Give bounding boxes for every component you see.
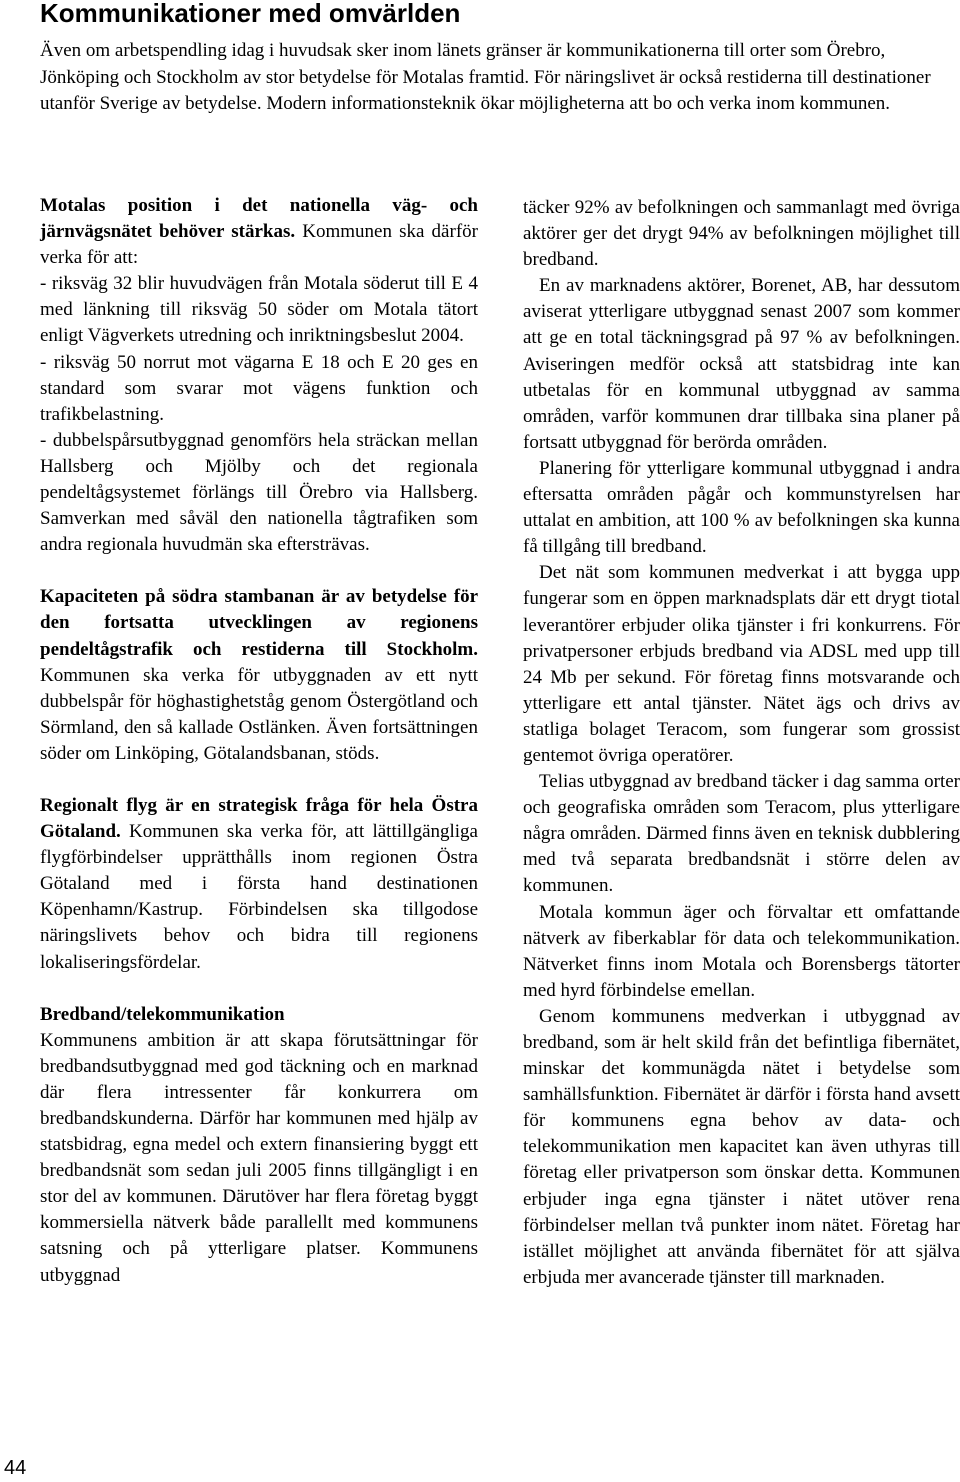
fiber-network-paragraph: Motala kommun äger och förvaltar ett omfattande nätverk av fiberkablar för data och telekommunikation. Nätverket finns inom Motala och Borensbergs tätorter med hyrd förbindelse emellan.: [523, 901, 960, 1001]
broadband-paragraph: Kommunens ambition är att skapa förutsättningar för bredbandsutbyggnad med god täckning och en marknad där flera intressenter får konkurrera om bredbandskunderna. Därför har kommunen med hjälp av statsbidrag, egna medel och extern finansiering byggt ett bredbandsnät som sedan juli 2005 finns tillgängligt i en stor del av kommunen. Därutöver har flera företag byggt kommersiella nätverk både parallellt med kommunens satsning och på ytterligare platser. Kommunens utbyggnad: [40, 1029, 478, 1286]
rail-road-paragraph: [40, 193, 478, 271]
open-network-paragraph: Det nät som kommunen medverkat i att bygga upp fungerar som en öppen marknadsplats där ett drygt tiotal leverantörer erbjuder olika tjänster i fri konkurrens. För privatpersoner erbjuds bredband via ADSL med upp till 24 Mb per sekund. För företag finns motsvarande och ytterligare ett antal tjänster. Nätet ägs och drivs av statliga bolaget Teracom, som fungerar som grossist gentemot övriga operatörer.: [523, 562, 960, 766]
regional-flight-lead: Regionalt flyg är en strategisk fråga för hela Östra Götaland.: [40, 794, 478, 843]
regional-flight-text: Kommunen ska verka för, att lättillgängliga flygförbindelser upprätthålls inom regionen Östra Götaland med i första hand destinationen Köpenhamn/Kastrup. Förbindelsen ska tillgodose näringslivets behov och bidra till regionens lokaliseringsfördelar.: [40, 821, 478, 973]
paragraph-gap: [40, 558, 478, 584]
intro-paragraph: Även om arbetspendling idag i huvudsak sker inom länets gränser är kommunikationerna till orter som Örebro, Jönköping och Stockholm av stor betydelse för Motalas framtid. För näringslivet är också restiderna till destinationer utanför Sverige av betydelse. Modern informationsteknik ökar möjligheterna att bo och verka inom kommunen.: [40, 40, 931, 115]
broadband-subheading: Bredband/telekommunikation: [40, 1003, 285, 1025]
rail-road-item-3: - dubbelspårsutbyggnad genomförs hela sträckan mellan Hallsberg och Mjölby och det regionala pendeltågsystemet förlängs till Örebro via Hallsberg. Samverkan med såväl den nationella tågtrafiken som andra regionala huvudmän ska eftersträvas.: [40, 429, 478, 556]
telia-paragraph: Telias utbyggnad av bredband täcker i dag samma orter och geografiska områden som Teracom, plus ytterligare några områden. Därmed finns även en teknisk dubblering med två separata bredbandsnät i större delen av kommunen.: [523, 771, 960, 897]
rail-road-lead: Motalas position i det nationella väg- och järnvägsnätet behöver stärkas.: [40, 195, 478, 243]
fiber-usage-paragraph: Genom kommunens medverkan i utbyggnad av bredband, som är helt skild från det befintliga fibernätet, minskar det kommunägda nätet i betydelse som samhällsfunktion. Fibernätet är därför i första hand avsett för kommunens egna behov av data- och telekommunikation men kapacitet kan även uthyras till företag eller privatperson som önskar detta. Kommunen erbjuder inga egna tjänster i nätet utöver rena förbindelser mellan två punkter inom nätet. Företag har istället möjlighet att använda fibernätet för att själva erbjuda mer avancerade tjänster till marknaden.: [523, 1005, 960, 1288]
main-line-text: Kommunen ska verka för utbyggnaden av ett nytt dubbelspår för höghastighetståg genom Östergötland och Sörmland, den så kallade Ostlänken. Även fortsättningen söder om Linköping, Götalandsbanan, stöds.: [40, 664, 478, 764]
main-line-paragraph: [40, 584, 478, 767]
rail-road-item-2: - riksväg 50 norrut mot vägarna E 18 och E 20 ges en standard som svarar mot vägens funktion och trafikbelastning.: [40, 351, 478, 425]
page-number: 44: [4, 1457, 27, 1479]
paragraph-gap: [40, 767, 478, 793]
right-column: [523, 195, 960, 1291]
rail-road-text: Kommunen ska därför verka för att:: [40, 221, 478, 269]
main-line-lead: Kapaciteten på södra stambanan är av betydelse för den fortsatta utvecklingen av regionens pendeltågstrafik och restiderna till Stockholm.: [40, 586, 478, 660]
regional-flight-paragraph: [40, 793, 478, 976]
planning-paragraph: Planering för ytterligare kommunal utbyggnad i andra eftersatta områden pågår och kommunstyrelsen har uttalat en ambition, att 100 % av befolkningen ska kunna få tillgång till bredband.: [523, 457, 960, 558]
coverage-paragraph: täcker 92% av befolkningen och sammanlagt med övriga aktörer ger det drygt 94% av befolkningen möjlighet till bredband.: [523, 197, 960, 271]
borenet-paragraph: En av marknadens aktörer, Borenet, AB, har dessutom aviserat ytterligare utbyggnad senast 2007 som kommer att ge en total täckningsgrad på 97 % av befolkningen. Aviseringen medför också att statsbidrag inte kan utbetalas för en kommunal utbyggnad av samma områden, varför kommunen drar tillbaka sina planer på fortsatt utbyggnad för berörda områden.: [523, 275, 960, 453]
rail-road-item-1: - riksväg 32 blir huvudvägen från Motala söderut till E 4 med länkning till riksväg 50 söder om Motala tätort enligt Vägverkets utredning och inriktningsbeslut 2004.: [40, 273, 478, 347]
paragraph-gap: [40, 976, 478, 1002]
left-column: [40, 193, 478, 1289]
section-heading: Kommunikationer med omvärlden: [40, 0, 461, 28]
